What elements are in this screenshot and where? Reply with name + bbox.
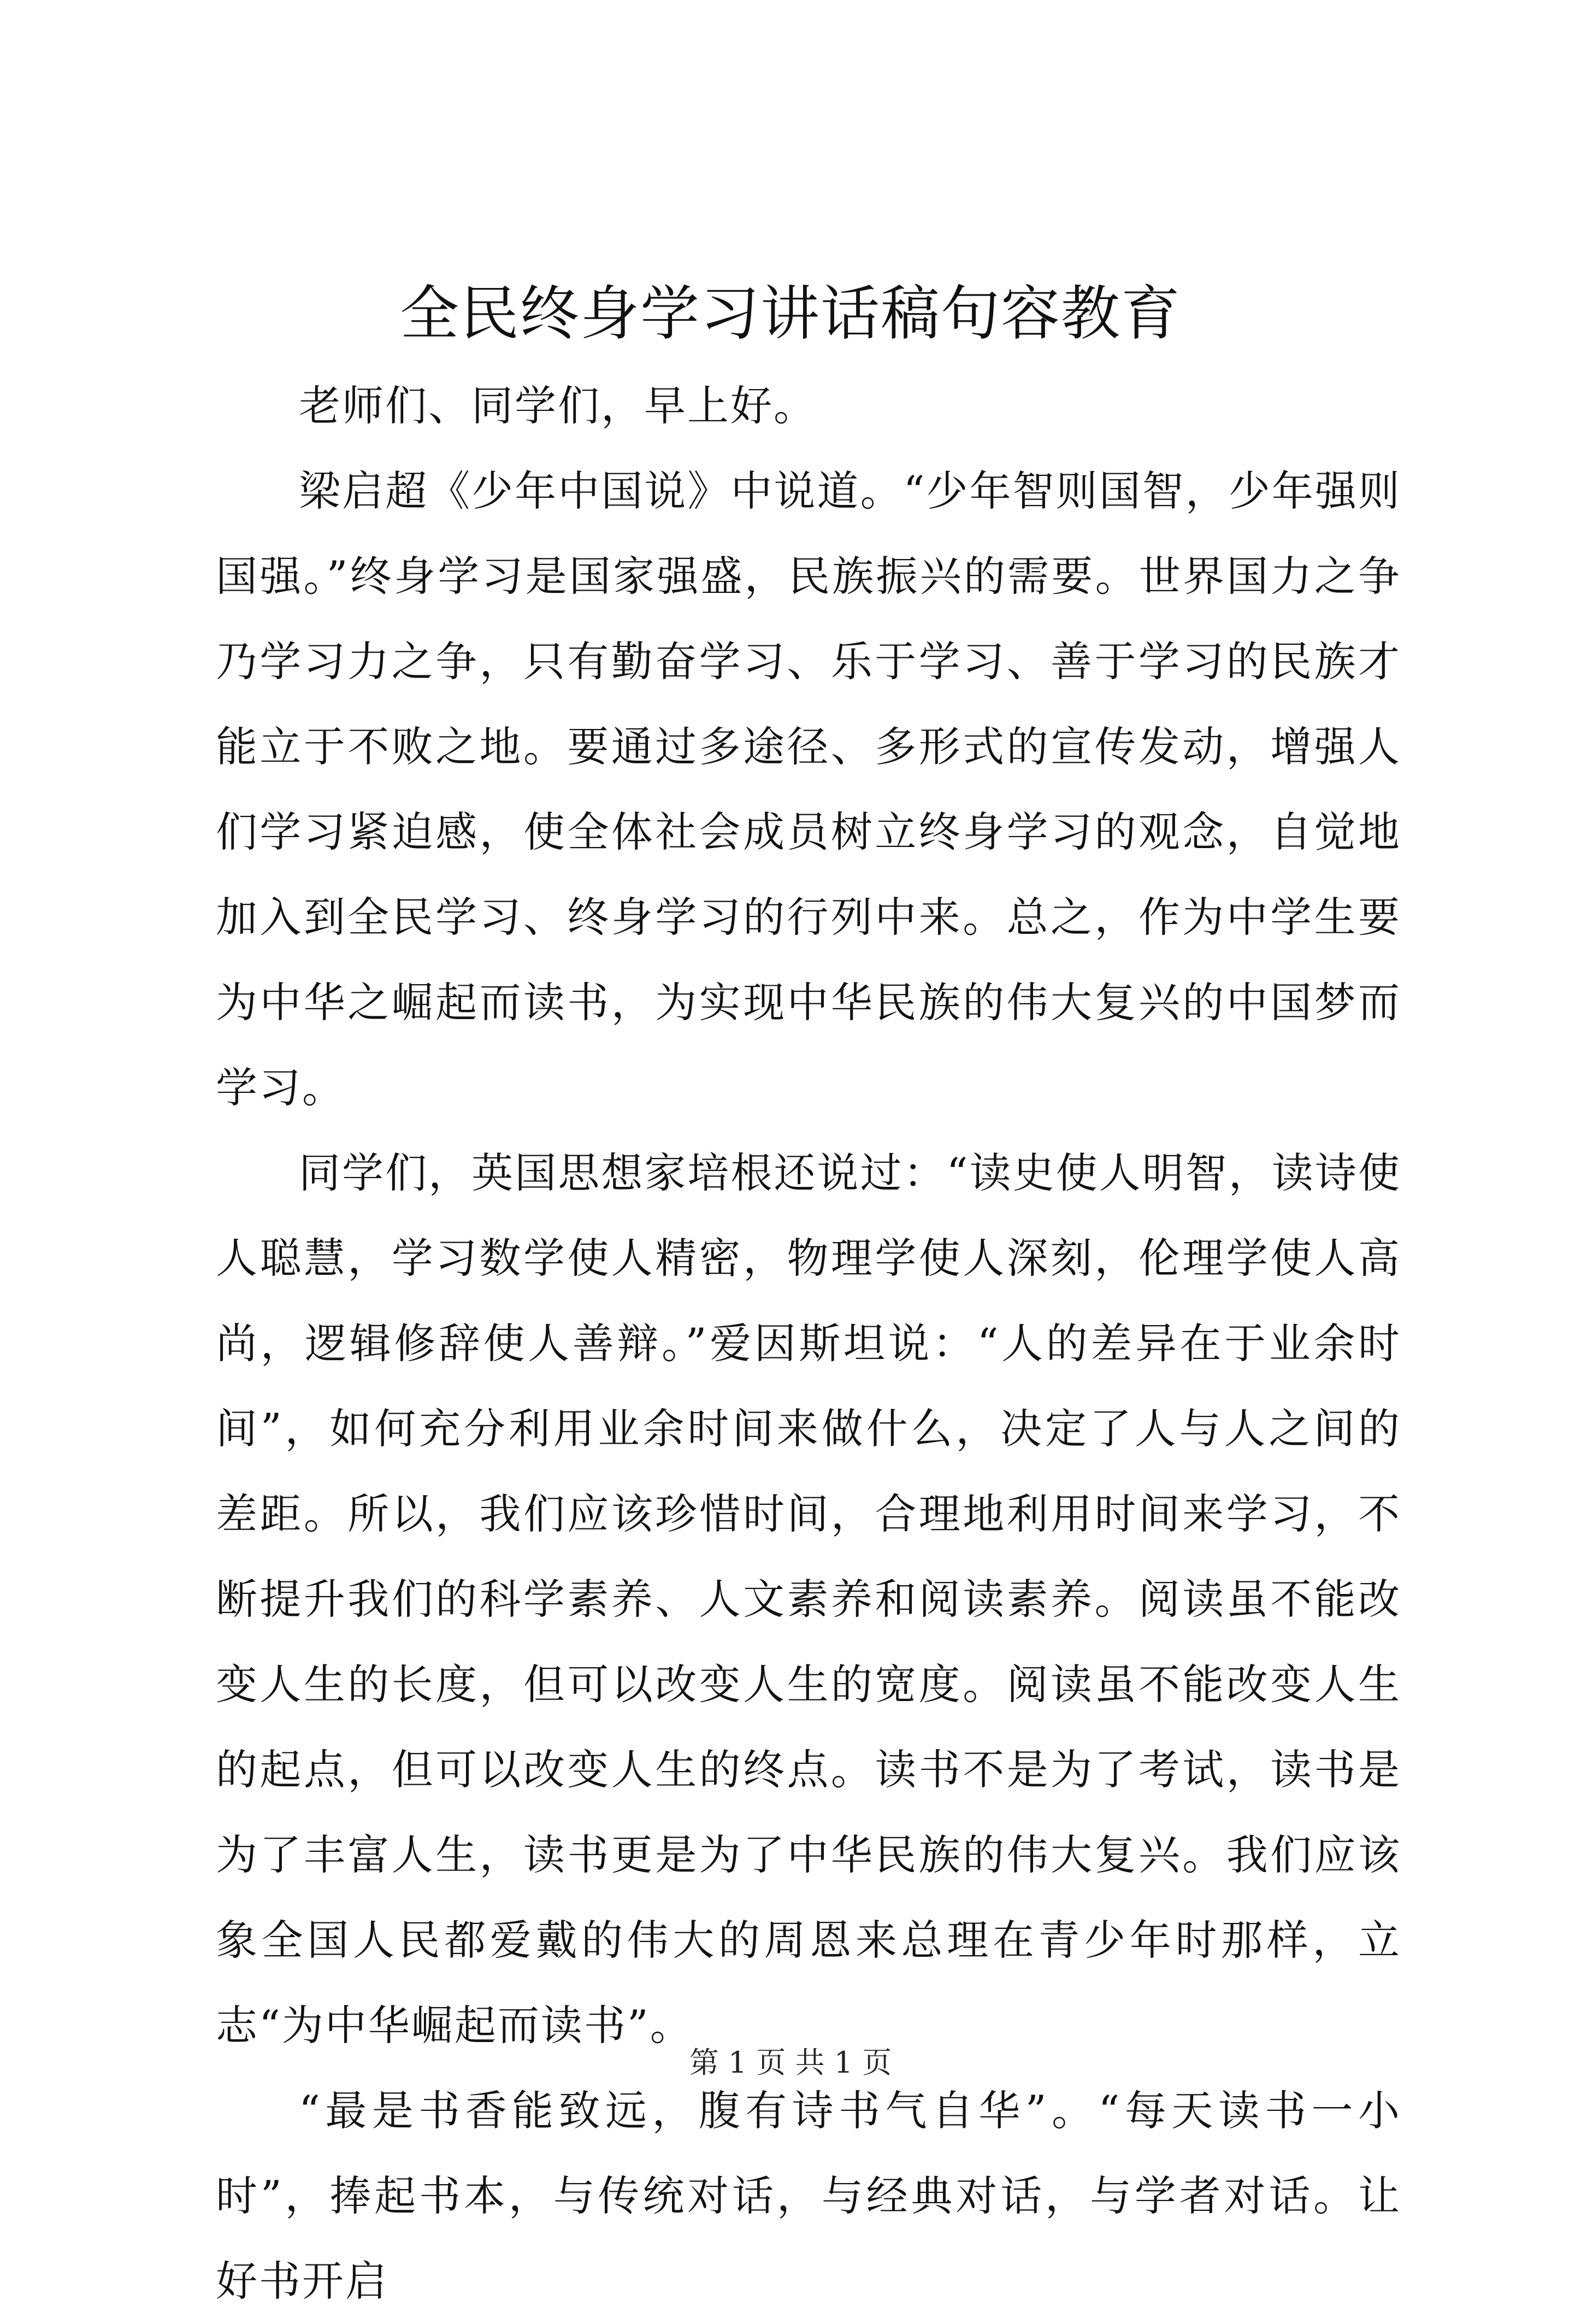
document-body	[216, 363, 1401, 2324]
paragraph-reading: “最是书香能致远，腹有诗书气自华”。“每天读书一小时”，捧起书本，与传统对话，与经典对话，与学者对话。让好书开启	[216, 2086, 1401, 2305]
paragraph-liang-qichao: 梁启超《少年中国说》中说道。“少年智则国智，少年强则国强。”终身学习是国家强盛，民族振兴的需要。世界国力之争乃学习力之争，只有勤奋学习、乐于学习、善于学习的民族才能立于不败之地。要通过多途径、多形式的宣传发动，增强人们学习紧迫感，使全体社会成员树立终身学习的观念，自觉地加入到全民学习、终身学习的行列中来。总之，作为中学生要为中华之崛起而读书，为实现中华民族的伟大复兴的中国梦而学习。	[216, 467, 1401, 1112]
paragraph-greeting: 老师们、同学们，早上好。	[299, 381, 817, 430]
paragraph-bacon-einstein: 同学们，英国思想家培根还说过：“读史使人明智，读诗使人聪慧，学习数学使人精密，物理学使人深刻，伦理学使人高尚，逻辑修辞使人善辩。”爱因斯坦说：“人的差异在于业余时间”，如何充分利用业余时间来做什么，决定了人与人之间的差距。所以，我们应该珍惜时间，合理地利用时间来学习，不断提升我们的科学素养、人文素养和阅读素养。阅读虽不能改变人生的长度，但可以改变人生的宽度。阅读虽不能改变人生的起点，但可以改变人生的终点。读书不是为了考试，读书是为了丰富人生，读书更是为了中华民族的伟大复兴。我们应该象全国人民都爱戴的伟大的周恩来总理在青少年时那样，立志“为中华崛起而读书”。	[216, 1149, 1401, 2050]
page-number-footer: 第 1 页 共 1 页	[689, 2045, 892, 2080]
document-title: 全民终身学习讲话稿句容教育	[399, 280, 1181, 348]
